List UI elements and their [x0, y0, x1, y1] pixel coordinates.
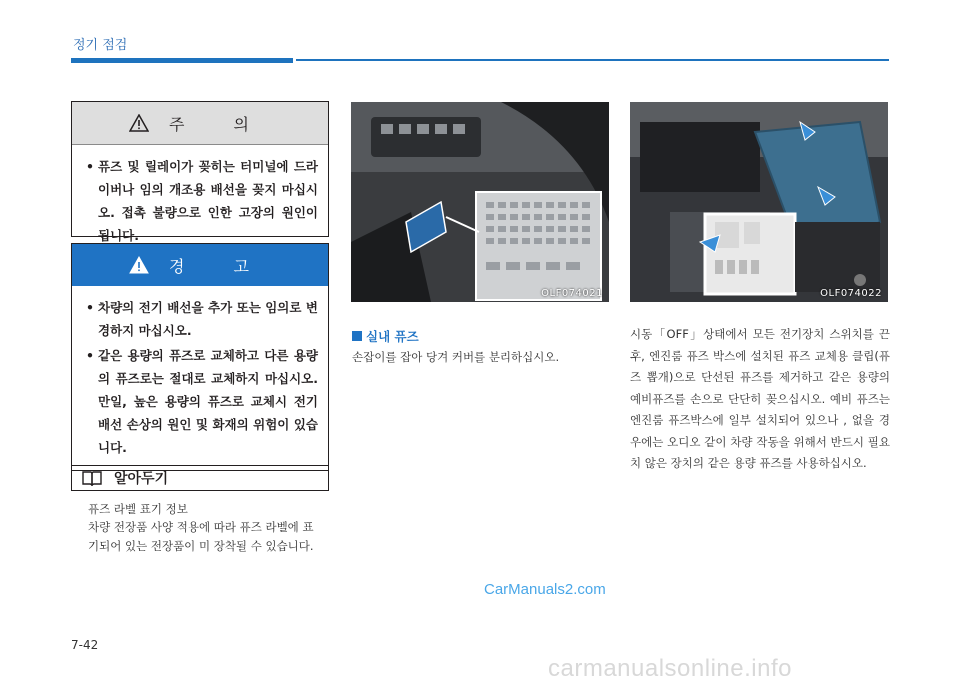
book-icon: [82, 470, 102, 486]
warning-header: [72, 244, 328, 286]
watermark-top[interactable]: CarManuals2.com: [484, 581, 606, 598]
info-header: [71, 465, 329, 491]
section-title: 정기 점검: [73, 38, 128, 53]
warning-triangle-icon: [129, 256, 149, 274]
interior-fuse-heading: [352, 327, 419, 345]
caution-header: [72, 102, 328, 145]
warning-item: • 같은 용량의 퓨즈로 교체하고 다른 용량의 퓨즈로는 절대로 교체하지 마십시오. 만일, 높은 용량의 퓨즈로 교체시 전기 배선 손상의 원인 및 화재의 위험이 있습니다.: [86, 344, 318, 459]
warning-title: 경 고: [169, 256, 271, 276]
info-title: 알아두기: [114, 471, 169, 487]
interior-fuse-illustration: [351, 102, 609, 302]
header-rule-thin: [296, 59, 889, 61]
warning-box: [71, 243, 329, 471]
header-rule-thick: [71, 58, 293, 63]
interior-fuse-photo: [351, 102, 609, 302]
engine-fuse-illustration: [630, 102, 888, 302]
engine-fuse-instructions: 시동「OFF」상태에서 모든 전기장치 스위치를 끈 후, 엔진룸 퓨즈 박스에 설치된 퓨즈 교체용 클립(퓨즈 뽑개)으로 단선된 퓨즈를 제거하고 같은 용량의 예비퓨즈를 손으로 단단히 꽂으십시오. 예비 퓨즈는 엔진룸 퓨즈박스에 일부 설치되어 있으나 , 없을 경우에는 오디오 같이 차량 작동을 위해서 반드시 필요치 않은 장치의 같은 용량 퓨즈를 사용하십시오.: [630, 327, 890, 470]
caution-title: 주 의: [169, 114, 271, 134]
watermark-bottom: carmanualsonline.info: [548, 655, 792, 682]
info-body: 차량 전장품 사양 적용에 따라 퓨즈 라벨에 표기되어 있는 전장품이 미 장착될 수 있습니다.: [88, 520, 314, 553]
photo-code: OLF074021: [541, 288, 603, 299]
photo-code: OLF074022: [820, 288, 882, 299]
warning-triangle-icon: [129, 114, 149, 132]
caution-box: [71, 101, 329, 243]
warning-item: • 차량의 전기 배선을 추가 또는 임의로 변경하지 마십시오.: [86, 296, 318, 342]
engine-fuse-photo: [630, 102, 888, 302]
info-subtitle: 퓨즈 라벨 표기 정보: [88, 502, 188, 516]
interior-fuse-heading-text: 실내 퓨즈: [366, 329, 419, 344]
heading-square-icon: [352, 331, 362, 341]
caution-item: • 퓨즈 및 릴레이가 꽂히는 터미널에 드라이버나 임의 개조용 배선을 꽂지 마십시오. 접촉 불량으로 인한 고장의 원인이 됩니다.: [86, 155, 318, 247]
page-number: 7-42: [71, 638, 99, 652]
interior-fuse-text: 손잡이를 잡아 당겨 커버를 분리하십시오.: [352, 350, 560, 364]
